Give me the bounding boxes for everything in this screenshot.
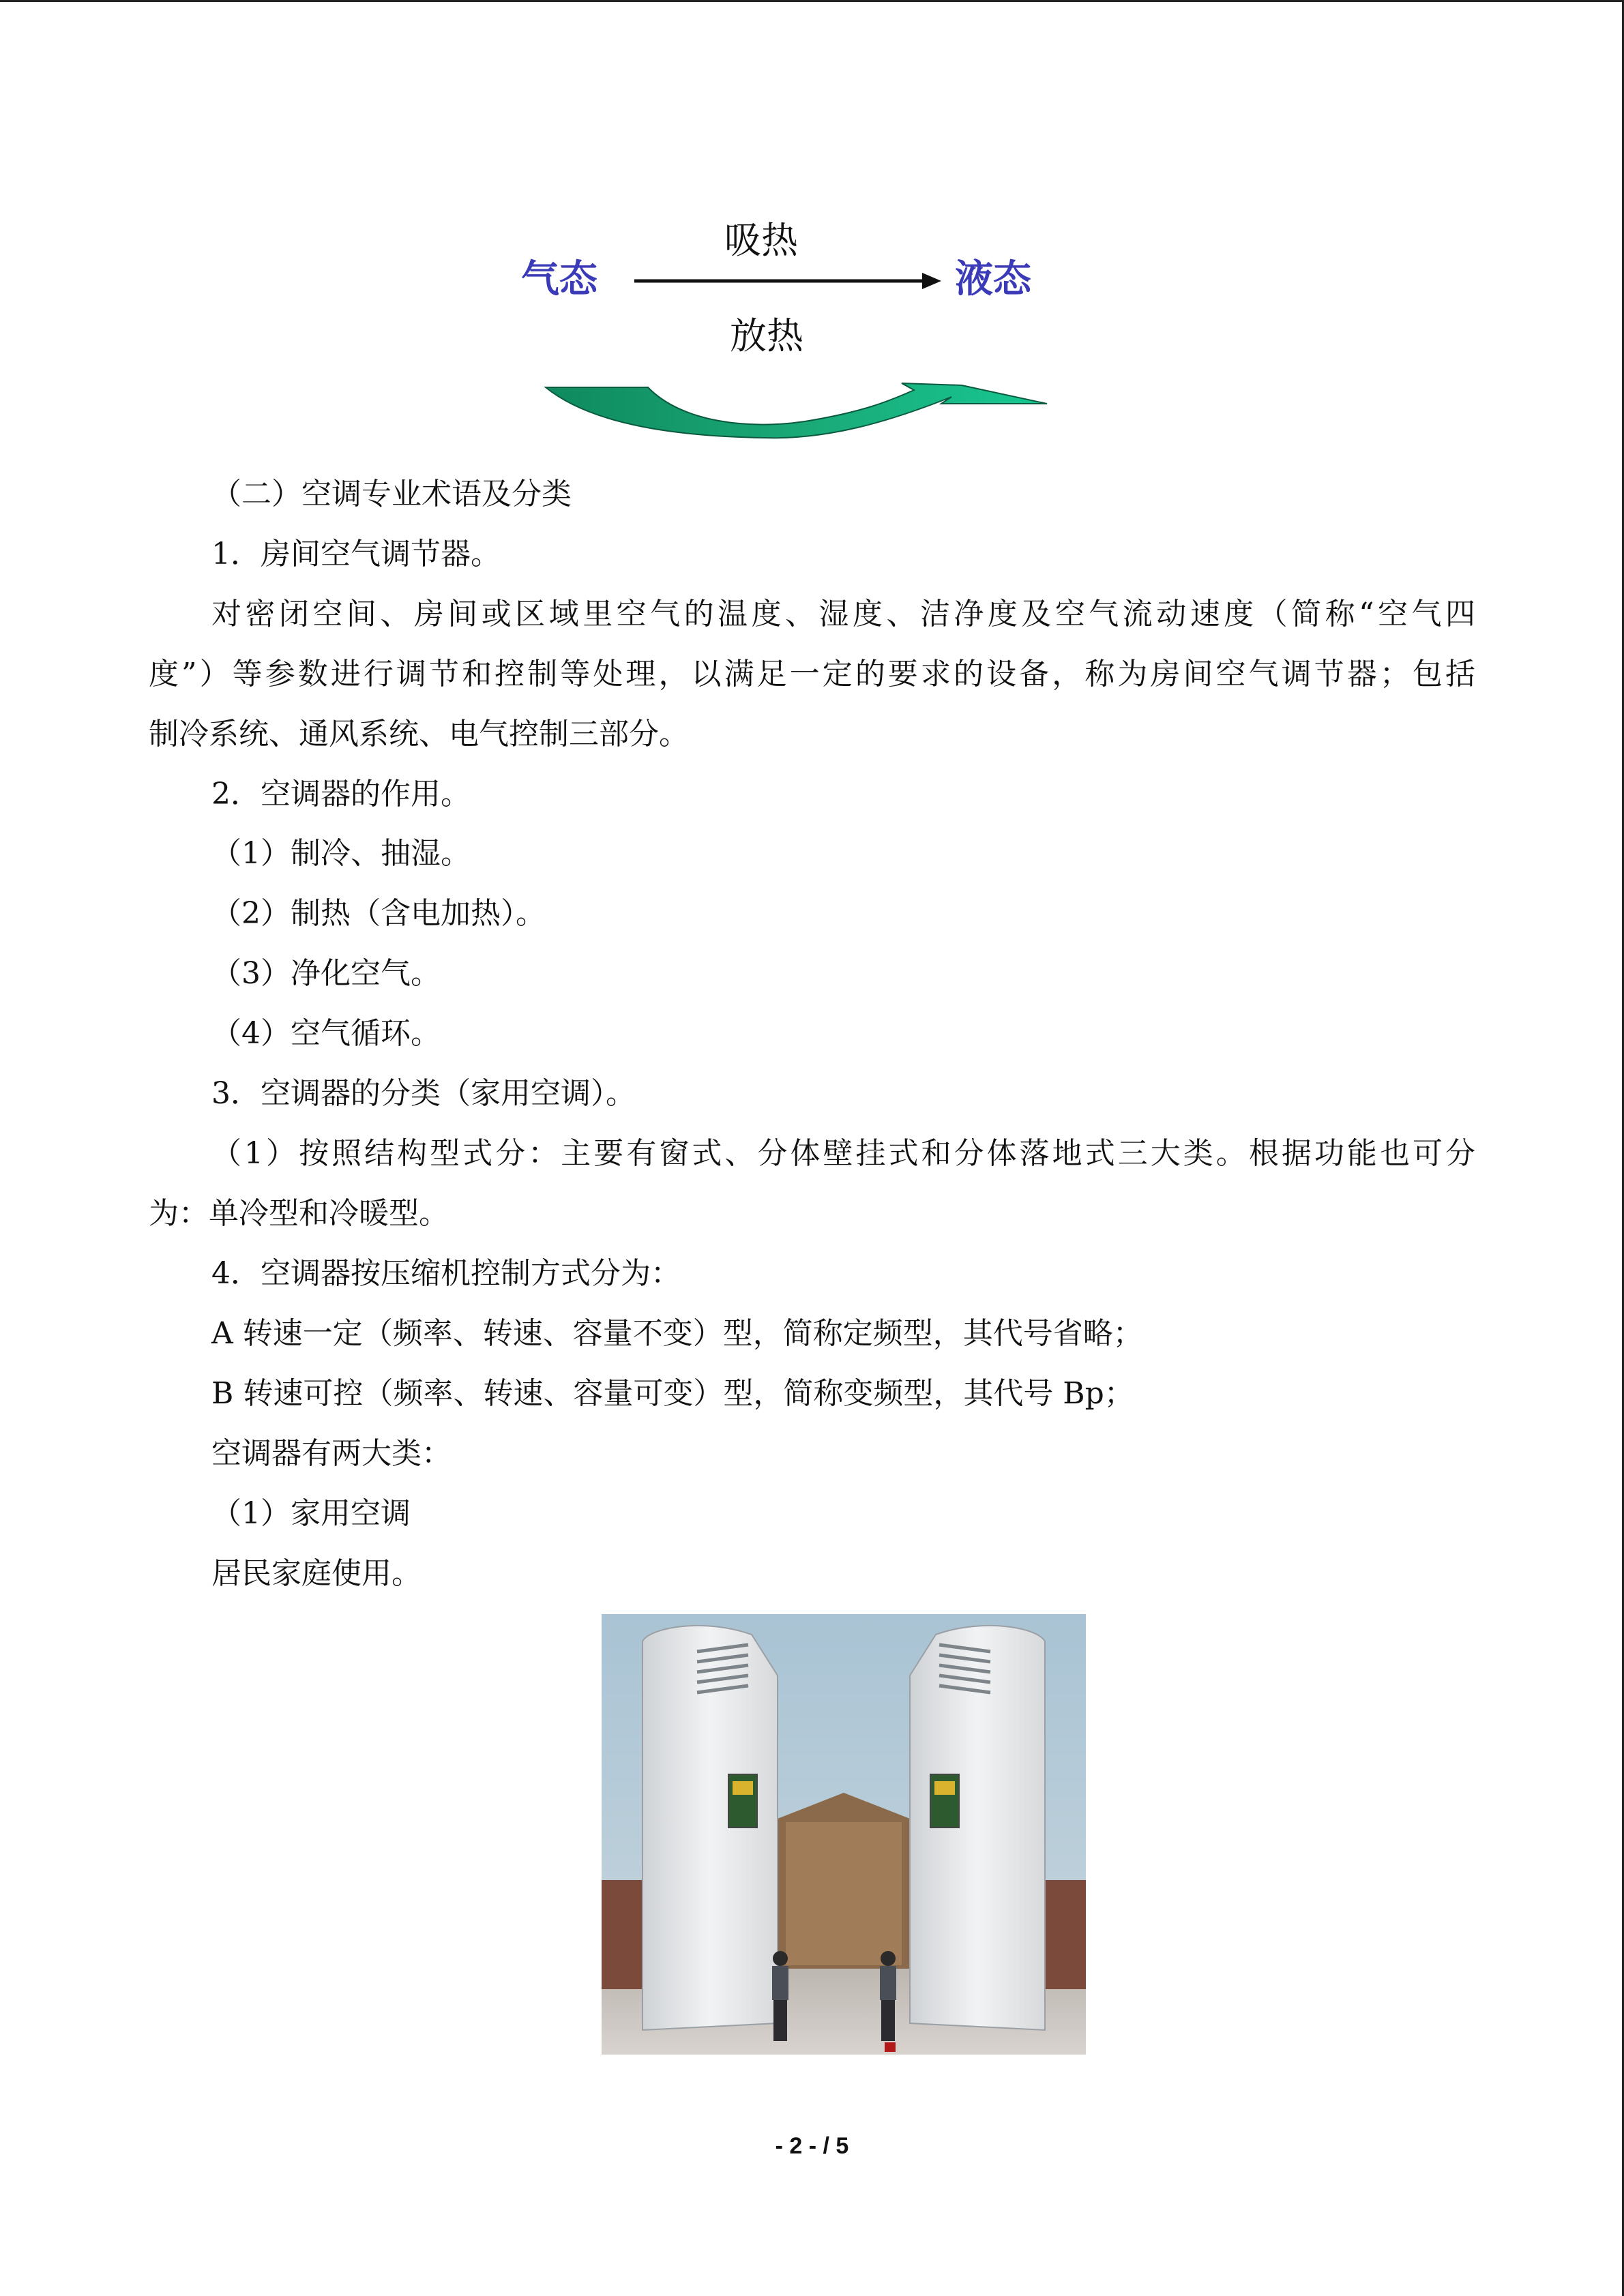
item4-option-a: A 转速一定（频率、转速、容量不变）型，简称定频型，其代号省略； xyxy=(211,1316,1143,1351)
item1-text-line3: 制冷系统、通风系统、电气控制三部分。 xyxy=(149,717,689,751)
air-conditioner-photo xyxy=(602,1614,1086,2055)
item1-title: 1．房间空气调节器。 xyxy=(211,537,501,571)
function-item: （1）制冷、抽湿。 xyxy=(211,836,471,871)
function-item: （4）空气循环。 xyxy=(211,1016,441,1051)
absorb-heat-label: 吸热 xyxy=(724,219,798,262)
item1-text-line2: 度”）等参数进行调节和控制等处理，以满足一定的要求的设备，称为房间空气调节器；包括 xyxy=(149,657,1475,691)
page-number: - 2 - / 5 xyxy=(775,2133,849,2159)
curved-arrow-icon xyxy=(505,205,1084,450)
gas-state-label: 气态 xyxy=(521,256,597,301)
function-item: （2）制热（含电加热）。 xyxy=(211,896,546,931)
function-item: （3）净化空气。 xyxy=(211,956,441,991)
item2-title: 2．空调器的作用。 xyxy=(211,777,471,811)
release-heat-label: 放热 xyxy=(730,314,803,357)
item4-title: 4．空调器按压缩机控制方式分为： xyxy=(211,1256,681,1291)
home-ac-heading: （1）家用空调 xyxy=(211,1496,411,1531)
phase-change-diagram xyxy=(505,205,1084,450)
two-kinds-text: 空调器有两大类： xyxy=(211,1436,452,1471)
item4-option-b: B 转速可控（频率、转速、容量可变）型，简称变频型，其代号 Bp； xyxy=(211,1376,1134,1411)
item1-text-line1: 对密闭空间、房间或区域里空气的温度、湿度、洁净度及空气流动速度（简称“空气四 xyxy=(211,597,1475,631)
item3-text-line2: 为：单冷型和冷暖型。 xyxy=(149,1196,449,1231)
section-heading: （二）空调专业术语及分类 xyxy=(211,477,572,511)
item3-text-line1: （1）按照结构型式分：主要有窗式、分体壁挂式和分体落地式三大类。根据功能也可分 xyxy=(211,1136,1475,1171)
top-border xyxy=(0,0,1624,2)
item3-title: 3．空调器的分类（家用空调）。 xyxy=(211,1076,636,1111)
liquid-state-label: 液态 xyxy=(955,256,1031,301)
home-use-text: 居民家庭使用。 xyxy=(211,1556,422,1591)
